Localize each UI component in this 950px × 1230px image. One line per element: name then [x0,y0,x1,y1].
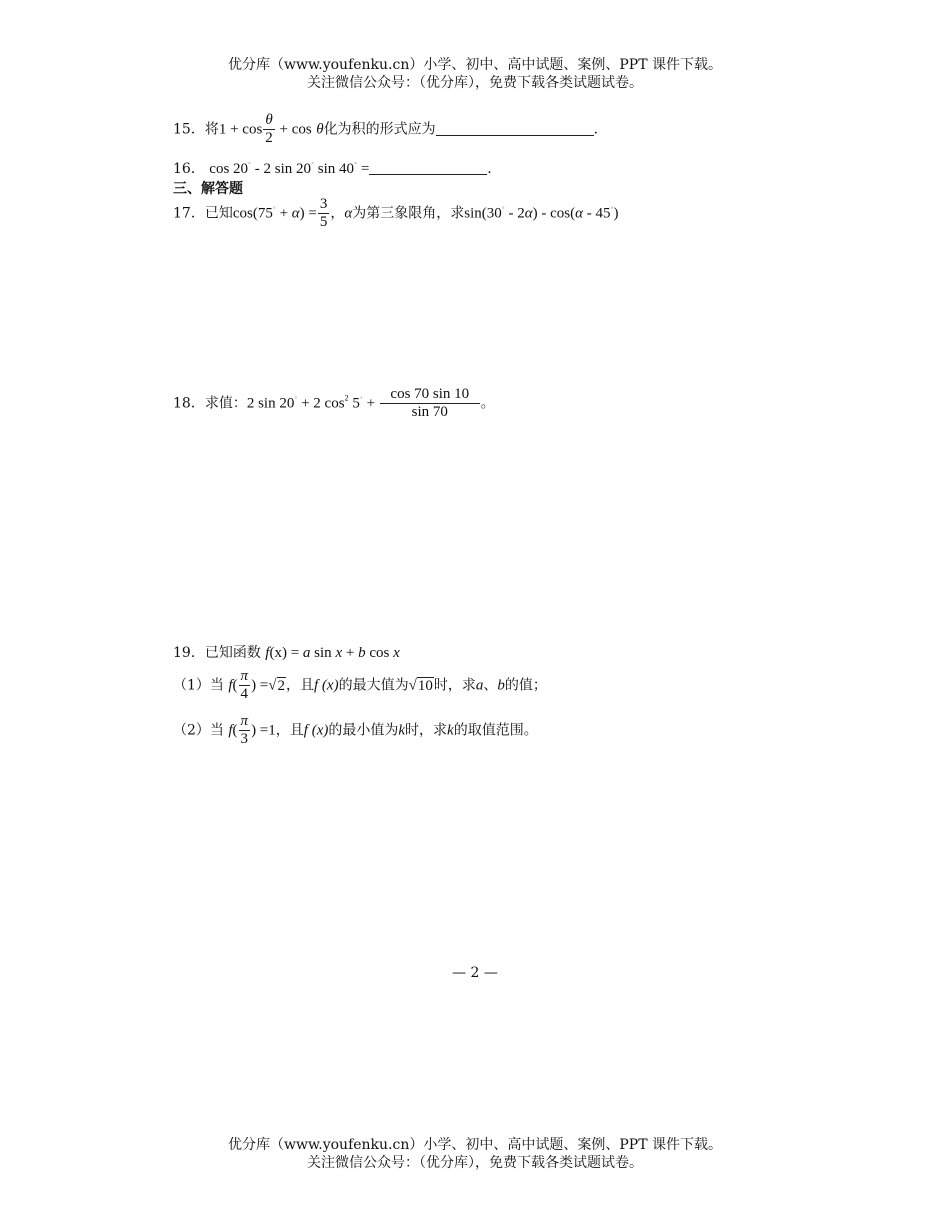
page-header [0,56,950,92]
q19-p2-open: ( [232,722,238,739]
page-footer [0,1136,950,1172]
q19-x: (x) [269,645,287,661]
q15-theta: θ [316,121,324,138]
q19-p2-text-3: 时，求 [405,722,448,739]
q19-x-2: x [335,645,343,661]
q18-end: 。 [480,395,495,412]
q16-term-c: sin 40 [314,161,355,177]
q19-p2-label: （2）当 [173,722,224,739]
q19-p2-text-4: 的取值范围。 [453,722,538,739]
q15-frac-denominator: 2 [265,130,273,146]
footer-line-2: 关注微信公众号：（优分库），免费下载各类试题试卷。 [307,1155,643,1171]
q19-p2-frac-numerator: π [240,713,249,729]
q17-cos-75: cos(75 [232,205,273,222]
question-19 [173,642,400,662]
q16-term-b: 2 sin 20 [263,161,312,177]
q15-plus-1: + [226,121,243,138]
q16-minus: - [251,161,264,177]
q19-p1-frac-numerator: π [240,668,249,684]
q19-p2-text-2: 的最小值为 [328,722,399,739]
q18-frac-denominator: sin 70 [411,404,448,420]
q19-p1-fx: f (x) [314,677,339,694]
q19-x-3: x [393,645,400,661]
q16-end: . [487,161,492,177]
q17-comma: ， [330,205,345,222]
q17-sin-30: sin(30 [464,205,502,222]
q19-p1-sqrt-value: 2 [277,677,286,694]
q19-p1-fraction [239,668,251,703]
q19-p2-k: k [398,722,406,739]
q19-a: a [302,645,311,661]
header-line-2: 关注微信公众号：（优分库），免费下载各类试题试卷。 [307,75,643,91]
question-18: 18．求值：2 sin 20° + 2 $\cos^2 5^\circ$ + $\frac{\cos 70 \sin 10}{\sin 70}$ 。 [173,386,495,420]
q17-alpha-3: α [524,205,533,222]
q19-p1-text-1: ，且 [286,677,315,694]
page-number: — 2 — [452,965,498,981]
q15-number: 15．将 [173,121,219,138]
q16-number: 16． [173,161,205,177]
q19-p2-f: f [228,722,233,739]
q15-answer-blank[interactable] [436,121,594,136]
q19-p1-sqrt: √2 [268,677,286,694]
q16-equals: = [357,161,370,177]
q19-number: 19．已知函数 [173,645,261,661]
q15-plus-2: + [275,121,292,138]
q19-p2-fraction [239,713,251,748]
q15-cos-2: cos [291,121,312,138]
q16-answer-blank[interactable] [369,160,487,175]
q19-p1-label: （1）当 [173,677,224,694]
q19-p1-frac-denominator: 4 [240,686,249,702]
section-3-title: 三、解答题 [173,181,243,197]
q19-sin: sin [310,645,336,661]
q17-number: 17．已知 [173,205,233,222]
question-16: 16． cos 20° - 2 sin 20° sin 40° = . [173,161,492,177]
q18-term-b: + 2 cos [297,395,345,412]
q19-p1-text-3: 时，求 [433,677,476,694]
q19-p1-f: f [228,677,233,694]
q17-alpha: α [291,205,300,222]
q19-p2-frac-denominator: 3 [240,731,249,747]
question-17: 17．已知cos(75° + α) = $\frac{3}{5}$ ，α为第三象限角，求sin(30° - 2α) - cos(α - 45°) [173,196,619,230]
q19-p2-close: ) =1 [251,722,276,739]
q18-fraction [380,386,480,421]
q19-p1-sqrt-2: √10 [408,677,433,694]
q16-term-a: cos 20 [209,161,249,177]
q18-square: 2 [344,393,349,403]
q17-frac-numerator: 3 [319,196,328,212]
q17-fraction [318,196,330,231]
q18-five: 5 [348,395,360,412]
q15-frac-numerator: θ [263,112,275,130]
q15-fraction [263,112,275,147]
q17-equals: ) = [299,205,317,222]
q19-p1-text-2: 的最大值为 [338,677,409,694]
q15-end: . [593,121,599,138]
q17-close-paren: ) [613,205,619,222]
q19-p1-separator: 、 [483,677,498,694]
q17-alpha-2: α [344,205,353,222]
q17-frac-denominator: 5 [319,214,328,230]
q19-p1-b: b [497,677,505,694]
q19-b: b [358,645,366,661]
q17-text: 为第三象限角，求 [352,205,465,222]
q17-minus-45: - 45 [583,205,611,222]
question-19-part-2 [173,713,538,748]
question-15 [173,112,598,147]
q19-cos: cos [365,645,394,661]
q15-text: 化为积的形式应为 [323,121,436,138]
q19-p1-close: ) = [251,677,269,694]
q19-equals: = [286,645,303,661]
q19-p2-text-1: ，且 [275,722,304,739]
q19-p1-text-4: 的值； [504,677,547,694]
q15-one: 1 [218,121,227,138]
q19-p1-open: ( [232,677,238,694]
question-19-part-1 [173,668,547,703]
q19-p1-sqrt2-value: 10 [417,677,433,694]
q17-alpha-4: α [575,205,583,222]
q19-plus: + [342,645,359,661]
header-line-1: 优分库（www.youfenku.cn）小学、初中、高中试题、案例、PPT 课件下载。 [227,57,722,73]
q15-cos: cos [242,121,263,138]
q18-number: 18．求值： [173,395,247,412]
q19-p2-k-2: k [447,722,454,739]
q18-plus: + [362,395,379,412]
footer-line-1: 优分库（www.youfenku.cn）小学、初中、高中试题、案例、PPT 课件下载。 [227,1137,722,1153]
q19-p2-fx: f (x) [303,722,329,739]
q17-minus-2: - 2 [504,205,525,222]
q18-frac-numerator: cos 70 sin 10 [380,386,480,404]
q19-p1-a: a [475,677,484,694]
q17-minus-cos: ) - cos( [532,205,576,222]
q19-f: f [265,645,270,661]
q18-term-a: 2 sin 20 [246,395,295,412]
q17-plus: + [275,205,292,222]
